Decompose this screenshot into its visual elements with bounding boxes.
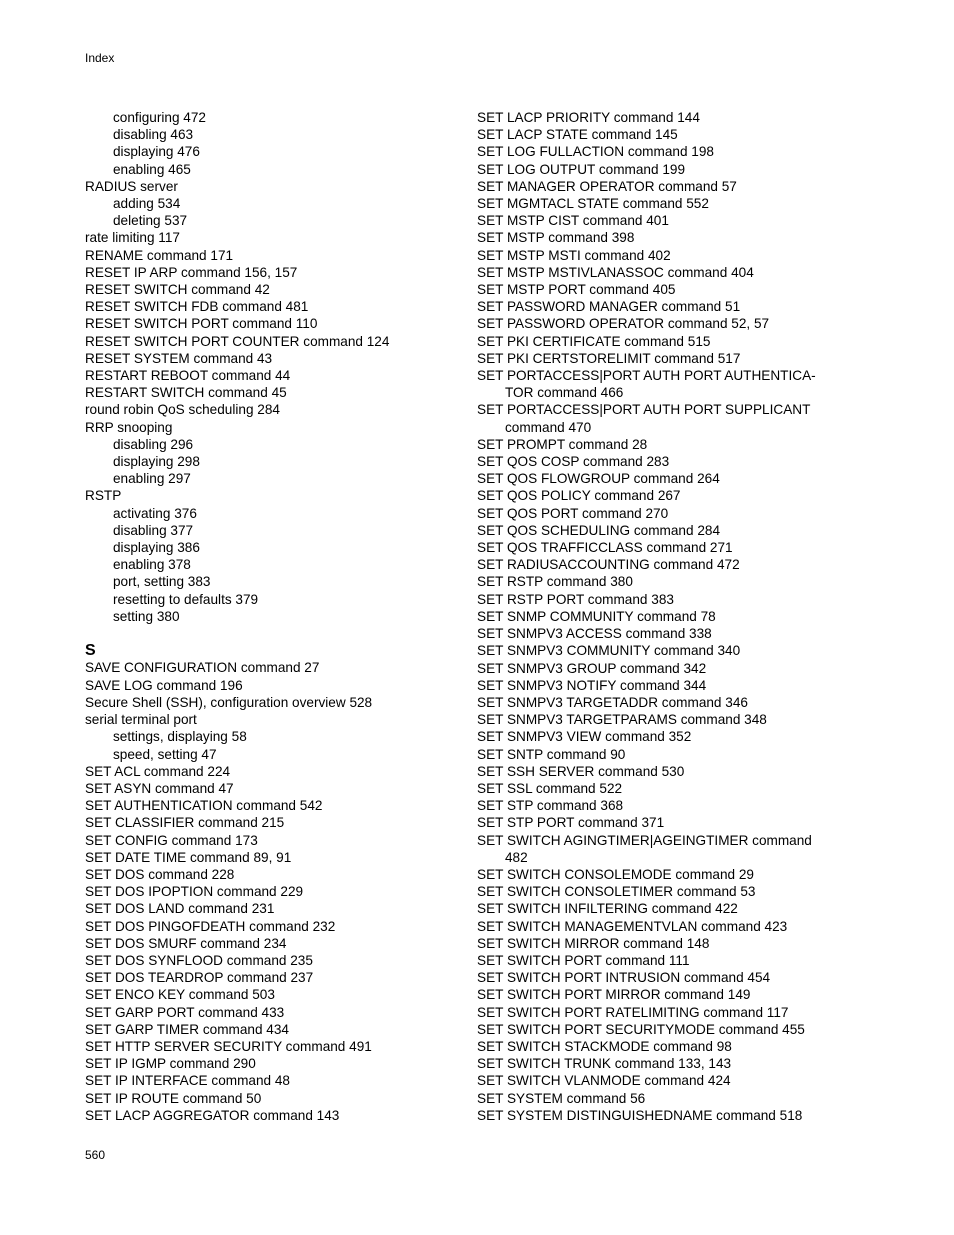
index-entry: SET SNTP command 90 [477,746,626,762]
index-entry: SET DOS TEARDROP command 237 [85,970,314,986]
index-entry: SET RSTP PORT command 383 [477,591,674,607]
index-subentry: displaying 476 [113,144,200,160]
index-subentry: resetting to defaults 379 [113,591,259,607]
index-entry: SET PORTACCESS|PORT AUTH PORT AUTHENTICA- [477,368,816,384]
index-entry: SET SWITCH CONSOLETIMER command 53 [477,884,756,900]
index-entry: SET SWITCH PORT SECURITYMODE command 455 [477,1021,805,1037]
index-entry: SET SNMPV3 NOTIFY command 344 [477,677,707,693]
index-subentry: disabling 463 [113,127,194,143]
index-entry: SET SNMPV3 GROUP command 342 [477,660,707,676]
index-entry: SET SSL command 522 [477,780,623,796]
index-entry: SET MSTP CIST command 401 [477,213,669,229]
index-entry: SET SNMPV3 TARGETADDR command 346 [477,694,748,710]
index-entry: SET CLASSIFIER command 215 [85,815,285,831]
index-entry: RENAME command 171 [85,247,234,263]
index-entry: SET DOS PINGOFDEATH command 232 [85,918,336,934]
index-entry: SET SWITCH MANAGEMENTVLAN command 423 [477,918,788,934]
index-entry: SET IP ROUTE command 50 [85,1090,262,1106]
index-entry: SET DOS IPOPTION command 229 [85,884,304,900]
index-entry: SET DOS LAND command 231 [85,901,275,917]
index-entry: SET PKI CERTSTORELIMIT command 517 [477,350,741,366]
index-entry: SET PROMPT command 28 [477,436,648,452]
index-subentry: activating 376 [113,505,197,521]
index-entry: SET IP INTERFACE command 48 [85,1073,290,1089]
index-entry: rate limiting 117 [85,230,180,246]
index-entry-continuation: TOR command 466 [505,385,624,401]
index-subentry: port, setting 383 [113,574,211,590]
index-entry: SET SWITCH VLANMODE command 424 [477,1073,731,1089]
index-entry: SET HTTP SERVER SECURITY command 491 [85,1038,372,1054]
index-entry: SET AUTHENTICATION command 542 [85,798,323,814]
index-entry: serial terminal port [85,712,197,728]
index-entry: SAVE LOG command 196 [85,677,243,693]
index-entry: SET PASSWORD MANAGER command 51 [477,299,741,315]
index-entry-continuation: 482 [505,849,528,865]
index-entry: SET QOS COSP command 283 [477,454,670,470]
index-entry: SET STP PORT command 371 [477,815,665,831]
index-entry: SET ASYN command 47 [85,780,234,796]
index-entry: SET SWITCH STACKMODE command 98 [477,1038,732,1054]
index-entry: SET SNMP COMMUNITY command 78 [477,608,716,624]
index-entry: SET GARP TIMER command 434 [85,1021,289,1037]
index-subentry: adding 534 [113,196,181,212]
index-entry: SET SSH SERVER command 530 [477,763,685,779]
index-entry: SET LACP PRIORITY command 144 [477,110,700,125]
index-entry: Secure Shell (SSH), configuration overview 528 [85,694,373,710]
index-entry: SET LOG FULLACTION command 198 [477,144,714,160]
index-entry: SET SYSTEM DISTINGUISHEDNAME command 518 [477,1107,803,1123]
index-entry: SET ENCO KEY command 503 [85,987,275,1003]
index-entry: SET MSTP command 398 [477,230,635,246]
index-entry: SET IP IGMP command 290 [85,1056,256,1072]
index-entry: SET SWITCH AGINGTIMER|AGEINGTIMER command [477,832,812,848]
index-entry: SET GARP PORT command 433 [85,1004,285,1020]
index-entry: SET SWITCH MIRROR command 148 [477,935,710,951]
index-entry: SET SYSTEM command 56 [477,1090,646,1106]
index-subentry: displaying 386 [113,540,200,556]
index-entry: SET MANAGER OPERATOR command 57 [477,178,737,194]
index-subentry: disabling 296 [113,436,194,452]
index-entry: SET PORTACCESS|PORT AUTH PORT SUPPLICANT [477,402,811,418]
index-entry: SET SWITCH PORT RATELIMITING command 117 [477,1004,789,1020]
index-entry: SET SWITCH PORT command 111 [477,952,690,968]
index-entry: SET SNMPV3 TARGETPARAMS command 348 [477,712,767,728]
index-entry: SET RADIUSACCOUNTING command 472 [477,557,740,573]
index-entry: SET QOS PORT command 270 [477,505,669,521]
index-column-left [85,109,465,1124]
index-subentry: setting 380 [113,608,180,624]
index-entry: SET MSTP MSTI command 402 [477,247,671,263]
index-entry: SET MGMTACL STATE command 552 [477,196,709,212]
index-entry: RSTP [85,488,122,504]
index-entry: SET MSTP MSTIVLANASSOC command 404 [477,264,754,280]
index-entry: RESET SWITCH FDB command 481 [85,299,309,315]
index-entry: RESET IP ARP command 156, 157 [85,264,298,280]
index-entry: SET PKI CERTIFICATE command 515 [477,333,711,349]
index-entry: RADIUS server [85,178,178,194]
index-entry: SET SWITCH PORT MIRROR command 149 [477,987,751,1003]
index-entry: SET RSTP command 380 [477,574,633,590]
index-entry: SET SNMPV3 COMMUNITY command 340 [477,643,741,659]
index-entry: RESTART REBOOT command 44 [85,368,291,384]
index-subentry: enabling 297 [113,471,191,487]
index-subentry: enabling 378 [113,557,191,573]
index-entry: SET DOS SMURF command 234 [85,935,287,951]
index-entry: SET DATE TIME command 89, 91 [85,849,292,865]
index-entry: SET SWITCH PORT INTRUSION command 454 [477,970,771,986]
index-entry: SET PASSWORD OPERATOR command 52, 57 [477,316,770,332]
index-subentry: settings, displaying 58 [113,729,247,745]
index-column-right [477,109,847,1124]
page-number: 560 [85,1148,106,1162]
index-entry: SET QOS POLICY command 267 [477,488,681,504]
index-entry-continuation: command 470 [505,419,592,435]
index-entry: SET SNMPV3 VIEW command 352 [477,729,692,745]
index-entry: SET SNMPV3 ACCESS command 338 [477,626,712,642]
index-entry: SET SWITCH CONSOLEMODE command 29 [477,866,754,882]
index-entry: SET ACL command 224 [85,763,231,779]
index-subentry: disabling 377 [113,522,194,538]
index-entry: RESET SWITCH command 42 [85,282,270,298]
index-entry: SET SWITCH TRUNK command 133, 143 [477,1056,732,1072]
index-entry: RESET SYSTEM command 43 [85,350,273,366]
index-entry: SAVE CONFIGURATION command 27 [85,660,320,676]
index-section-letter: S [85,642,96,660]
index-entry: SET DOS command 228 [85,866,235,882]
index-entry: SET QOS SCHEDULING command 284 [477,522,721,538]
index-entry: SET LACP STATE command 145 [477,127,678,143]
index-subentry: configuring 472 [113,110,206,125]
index-subentry: enabling 465 [113,161,191,177]
index-entry: SET QOS FLOWGROUP command 264 [477,471,720,487]
index-entry: RRP snooping [85,419,173,435]
index-entry: SET SWITCH INFILTERING command 422 [477,901,738,917]
index-subentry: speed, setting 47 [113,746,217,762]
index-entry: round robin QoS scheduling 284 [85,402,280,418]
index-entry: SET DOS SYNFLOOD command 235 [85,952,313,968]
index-entry: RESTART SWITCH command 45 [85,385,287,401]
index-entry: RESET SWITCH PORT COUNTER command 124 [85,333,390,349]
index-entry: RESET SWITCH PORT command 110 [85,316,318,332]
index-entry: SET LACP AGGREGATOR command 143 [85,1107,340,1123]
index-subentry: displaying 298 [113,454,200,470]
index-entry: SET STP command 368 [477,798,624,814]
index-entry: SET LOG OUTPUT command 199 [477,161,686,177]
index-entry: SET CONFIG command 173 [85,832,258,848]
index-subentry: deleting 537 [113,213,188,229]
index-entry: SET MSTP PORT command 405 [477,282,676,298]
running-header: Index [85,51,115,65]
index-entry: SET QOS TRAFFICCLASS command 271 [477,540,733,556]
